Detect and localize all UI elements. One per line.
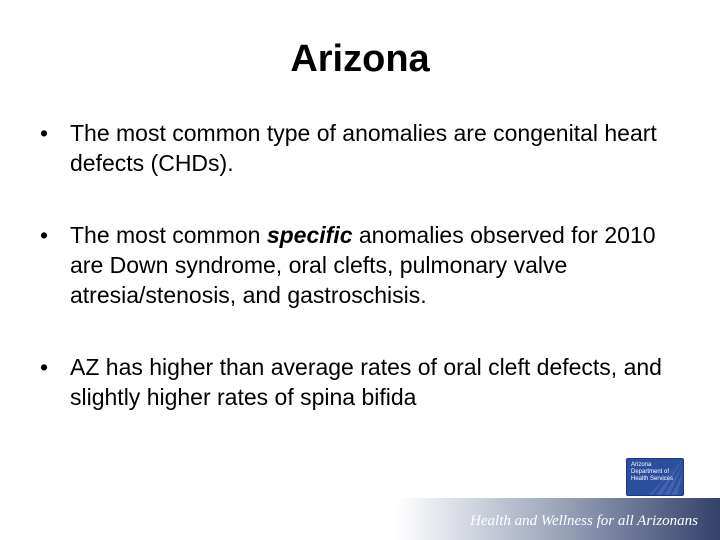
logo-line: Arizona — [631, 462, 652, 468]
bullet-list — [36, 118, 686, 454]
slide-title: Arizona — [290, 38, 430, 80]
footer-tagline: Health and Wellness for all Arizonans — [470, 513, 698, 529]
bullet-marker: • — [40, 354, 49, 380]
footer-bar — [0, 498, 720, 540]
bullet-text-part: The most common type of anomalies are congenital heart defects (CHDs). — [70, 120, 657, 176]
bullet-text-part: The most common — [70, 222, 267, 248]
bullet-marker: • — [40, 222, 49, 248]
bullet-marker: • — [40, 120, 49, 146]
bullet-emphasis: specific — [266, 222, 353, 248]
bullet-text — [70, 354, 662, 410]
logo-text — [631, 462, 683, 483]
bullet-item-az-rates — [36, 352, 686, 412]
bullet-text — [70, 120, 657, 176]
bullet-item-specific-anomalies — [36, 220, 686, 310]
adhs-logo — [626, 458, 684, 496]
bullet-item-chds — [36, 118, 686, 178]
bullet-text-part: anomalies observed for 2010 are Down syndrome, oral clefts, pulmonary valve atresia/stenosis, and gastroschisis. — [70, 222, 656, 308]
bullet-text-part: AZ has higher than average rates of oral cleft defects, and slightly higher rates of spina bifida — [70, 354, 662, 410]
logo-line: Department of — [631, 469, 670, 475]
logo-line: Health Services — [631, 476, 674, 482]
bullet-text — [70, 222, 656, 308]
